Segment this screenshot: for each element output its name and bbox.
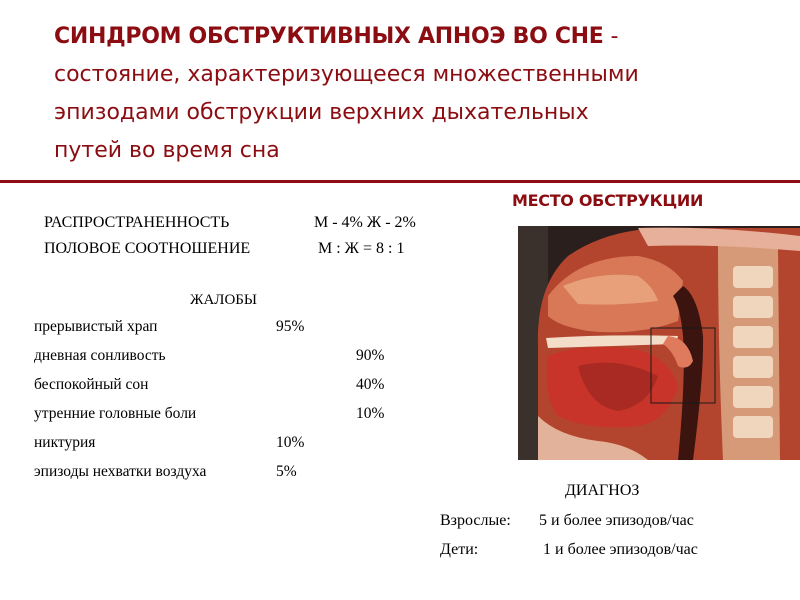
title-heading: СИНДРОМ ОБСТРУКТИВНЫХ АПНОЭ ВО СНЕ <box>54 24 604 49</box>
title-divider <box>0 180 800 183</box>
obstruction-title: МЕСТО ОБСТРУКЦИИ <box>512 191 704 210</box>
complaint-row <box>34 376 454 405</box>
sex-ratio-value: М : Ж = 8 : 1 <box>318 240 405 257</box>
prevalence-label: РАСПРОСТРАНЕННОСТЬ <box>44 214 230 231</box>
complaint-name: прерывистый храп <box>34 318 158 335</box>
complaint-value: 40% <box>356 376 385 393</box>
complaint-name: беспокойный сон <box>34 376 149 393</box>
stats-block <box>44 210 416 262</box>
complaint-name: утренние головные боли <box>34 405 197 422</box>
complaint-name: никтурия <box>34 434 96 451</box>
complaint-row <box>34 318 454 347</box>
prevalence-row <box>44 210 416 236</box>
title-dash: - <box>603 24 619 49</box>
complaint-row <box>34 463 454 492</box>
diagnosis-title: ДИАГНОЗ <box>565 482 640 499</box>
diagnosis-children-value: 1 и более эпизодов/час <box>543 541 698 558</box>
complaint-value: 95% <box>276 318 305 335</box>
complaint-row <box>34 434 454 463</box>
diagnosis-adults-label: Взрослые: <box>440 512 511 529</box>
complaint-row <box>34 347 454 376</box>
complaint-value: 90% <box>356 347 385 364</box>
complaints-title: ЖАЛОБЫ <box>190 292 257 308</box>
diagnosis-children-label: Дети: <box>440 541 479 558</box>
complaint-row <box>34 405 454 434</box>
title-line-3: эпизодами обструкции верхних дыхательных <box>54 100 589 125</box>
sex-ratio-label: ПОЛОВОЕ СООТНОШЕНИЕ <box>44 240 251 257</box>
complaint-value: 10% <box>276 434 305 451</box>
title-line-2: состояние, характеризующееся множественными <box>54 62 639 87</box>
prevalence-value: М - 4% Ж - 2% <box>314 214 416 231</box>
title-line-4: путей во время сна <box>54 138 280 163</box>
complaint-value: 10% <box>356 405 385 422</box>
complaints-list <box>34 318 454 492</box>
complaint-name: дневная сонливость <box>34 347 166 364</box>
complaint-name: эпизоды нехватки воздуха <box>34 463 207 480</box>
anatomy-image <box>518 226 800 460</box>
sex-ratio-row <box>44 236 416 262</box>
diagnosis-adults-value: 5 и более эпизодов/час <box>539 512 694 529</box>
slide-title <box>54 18 774 170</box>
anatomy-illustration <box>518 226 800 460</box>
complaint-value: 5% <box>276 463 297 480</box>
